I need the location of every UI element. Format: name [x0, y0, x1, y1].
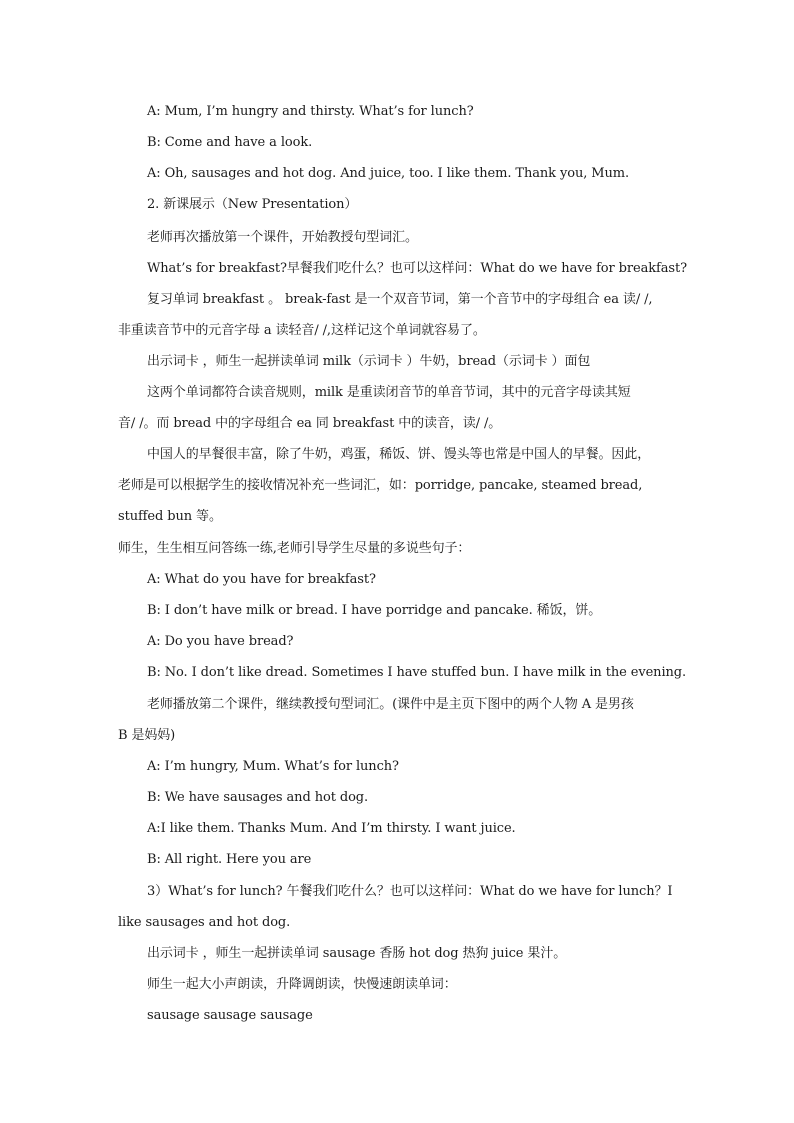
paragraph-line: like sausages and hot dog.: [118, 915, 291, 930]
paragraph-line: 老师播放第二个课件，继续教授句型词汇。(课件中是主页下图中的两个人物 A 是男孩: [147, 697, 634, 712]
paragraph-line: 3）What’s for lunch? 午餐我们吃什么？也可以这样问：What do we have for lunch？I: [147, 884, 673, 899]
paragraph-line: 音/ /。而 bread 中的字母组合 ea 同 breakfast 中的读音，读/ /。: [118, 416, 502, 431]
dialogue-line: B: We have sausages and hot dog.: [147, 790, 369, 805]
paragraph-line: 这两个单词都符合读音规则，milk 是重读闭音节的单音节词，其中的元音字母读其短: [147, 385, 631, 400]
dialogue-line: B: All right. Here you are: [147, 852, 312, 867]
paragraph-line: B 是妈妈): [118, 728, 176, 743]
paragraph-line: 老师再次播放第一个课件，开始教授句型词汇。: [147, 230, 418, 245]
dialogue-line: A: Do you have bread?: [147, 634, 294, 649]
dialogue-line: A:I like them. Thanks Mum. And I’m thirsty. I want juice.: [147, 821, 516, 836]
paragraph-line: 非重读音节中的元音字母 a 读轻音/ /,这样记这个单词就容易了。: [118, 323, 486, 338]
paragraph-line: 出示词卡 ，师生一起拼读单词 milk（示词卡 ）牛奶，bread（示词卡 ）面包: [147, 354, 591, 369]
paragraph-line: 师生，生生相互问答练一练,老师引导学生尽量的多说些句子：: [118, 541, 471, 556]
word-practice-line: sausage sausage sausage: [147, 1008, 313, 1023]
dialogue-line: A: I’m hungry, Mum. What’s for lunch?: [147, 759, 399, 774]
section-heading-new-presentation: 2. 新课展示（New Presentation）: [147, 197, 358, 212]
paragraph-line: 老师是可以根据学生的接收情况补充一些词汇，如：porridge, pancake, steamed bread,: [118, 478, 643, 493]
paragraph-line: 师生一起大小声朗读，升降调朗读，快慢速朗读单词：: [147, 977, 457, 992]
dialogue-line-a-sausages: A: Oh, sausages and hot dog. And juice, too. I like them. Thank you, Mum.: [147, 166, 630, 181]
dialogue-line-b-look: B: Come and have a look.: [147, 135, 313, 150]
dialogue-line: B: I don’t have milk or bread. I have porridge and pancake. 稀饭，饼。: [147, 603, 602, 618]
paragraph-line: 出示词卡 ，师生一起拼读单词 sausage 香肠 hot dog 热狗 juice 果汁。: [147, 946, 567, 961]
paragraph-line: What’s for breakfast?早餐我们吃什么？也可以这样问：What do we have for breakfast?: [147, 261, 687, 276]
dialogue-line: B: No. I don’t like dread. Sometimes I have stuffed bun. I have milk in the evening.: [147, 665, 687, 680]
paragraph-line: 中国人的早餐很丰富，除了牛奶，鸡蛋，稀饭、饼、馒头等也常是中国人的早餐。因此，: [147, 447, 651, 462]
paragraph-line: stuffed bun 等。: [118, 509, 222, 524]
dialogue-line: A: What do you have for breakfast?: [147, 572, 376, 587]
paragraph-line: 复习单词 breakfast 。 break-fast 是一个双音节词，第一个音节中的字母组合 ea 读/ /,: [147, 292, 653, 307]
dialogue-line-a-hungry: A: Mum, I’m hungry and thirsty. What’s for lunch?: [147, 104, 474, 119]
